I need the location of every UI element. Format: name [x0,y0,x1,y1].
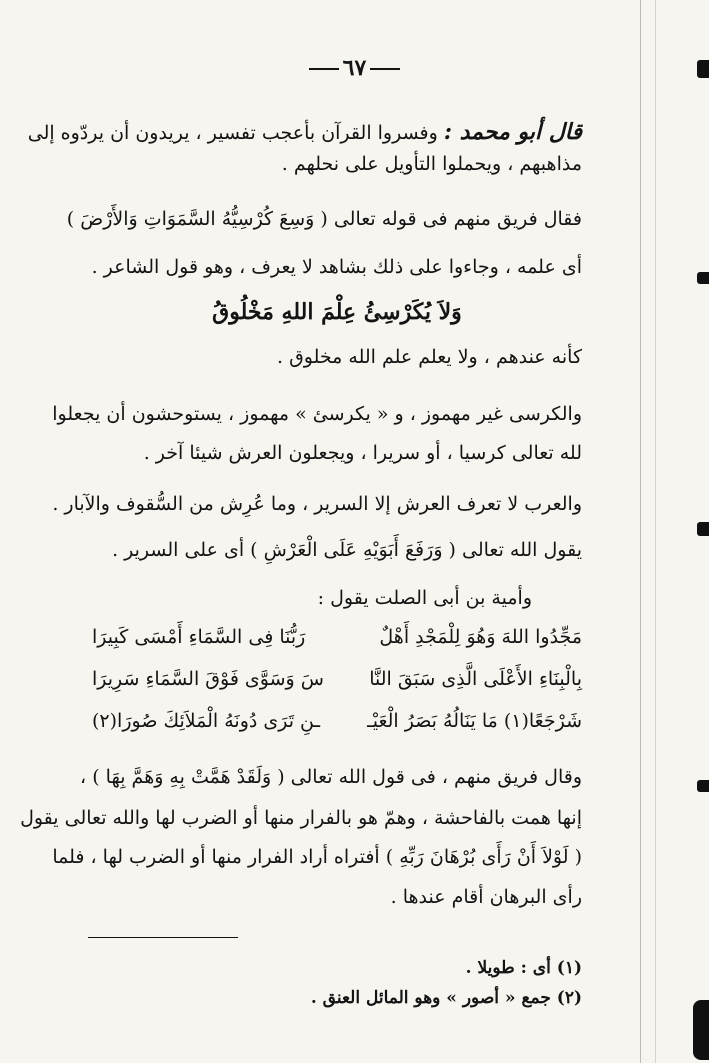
page-edge-mark [697,60,709,78]
text-line-11: وأمية بن أبى الصلت يقول : [317,587,532,609]
text-line-15: رأى البرهان أقام عندها . [390,886,582,908]
poem-hemistich: سَ وَسَوَّى فَوْقَ السَّمَاءِ سَرِيرَا [92,668,324,690]
text-line-7: والكرسى غير مهموز ، و « يكرسئ » مهموز ، يستوحشون أن يجعلوا [52,403,582,425]
text-line-12: وقال فريق منهم ، فى قول الله تعالى ( وَلَقَدْ هَمَّتْ بِهِ وَهَمَّ بِهَا ) ، [80,766,582,788]
poem-hemistich: مَجِّدُوا اللهَ وَهُوَ لِلْمَجْدِ أَهْلٌ [379,626,582,648]
verse-quote: وَلاَ يُكَرْسِئُ عِلْمَ اللهِ مَخْلُوقُ [212,299,462,325]
poem-hemistich: رَبُّنَا فِى السَّمَاءِ أَمْسَى كَبِيرَا [92,626,306,648]
footnote-divider [88,937,238,938]
scan-fold-line [640,0,641,1063]
page-edge-mark [697,522,709,536]
poem-hemistich: شَرْجَعًا(١) مَا يَنَالُهُ بَصَرُ الْعَيْـ [367,710,582,732]
page-edge-mark [697,780,709,792]
page-number: ٦٧ [0,55,709,81]
text-line-14: ( لَوْلاَ أَنْ رَأَى بُرْهَانَ رَبِّهِ ) أفتراه أراد الفرار منها أو الضرب لها ، فلما [52,846,582,868]
text-line-9: والعرب لا تعرف العرش إلا السرير ، وما عُرِش من السُّقوف والآبار . [52,493,582,515]
text-line-10: يقول الله تعالى ( وَرَفَعَ أَبَوَيْهِ عَلَى الْعَرْشِ ) أى على السرير . [112,539,582,561]
text-line-6: كأنه عندهم ، ولا يعلم علم الله مخلوق . [276,346,582,368]
text-line-1: قال أبو محمد : وفسروا القرآن بأعجب تفسير ، يريدون أن يردّوه إلى [27,119,582,145]
page-edge-mark [697,272,709,284]
poem-hemistich: بِالْبِنَاءِ الأَعْلَى الَّذِى سَبَقَ النَّا [369,668,582,690]
poem-verse-3 [92,709,582,733]
poem-verse-2 [92,667,582,691]
page-edge-mark [693,1000,709,1060]
footnote-2: (٢) جمع « أصور » وهو المائل العنق . [310,988,582,1008]
footnote-1: (١) أى : طويلا . [465,958,582,978]
poem-verse-1 [92,625,582,649]
section-lead: قال أبو محمد : [443,119,582,145]
text-line-8: لله تعالى كرسيا ، أو سريرا ، ويجعلون العرش شيئا آخر . [143,442,582,464]
text-line-4: أى علمه ، وجاءوا على ذلك بشاهد لا يعرف ، وهو قول الشاعر . [91,256,582,278]
poem-hemistich: ـنِ تَرَى دُونَهُ الْمَلاَئِكَ صُورَا(٢) [92,710,321,732]
text-line-2: مذاهبهم ، ويحملوا التأويل على نحلهم . [281,153,582,175]
scan-fold-line-2 [655,0,656,1063]
text-line-3: فقال فريق منهم فى قوله تعالى ( وَسِعَ كُرْسِيُّهُ السَّمَوَاتِ وَالأَرْضَ ) [66,208,582,230]
text-line-13: إنها همت بالفاحشة ، وهمّ هو بالفرار منها أو الضرب لها والله تعالى يقول [20,807,582,829]
